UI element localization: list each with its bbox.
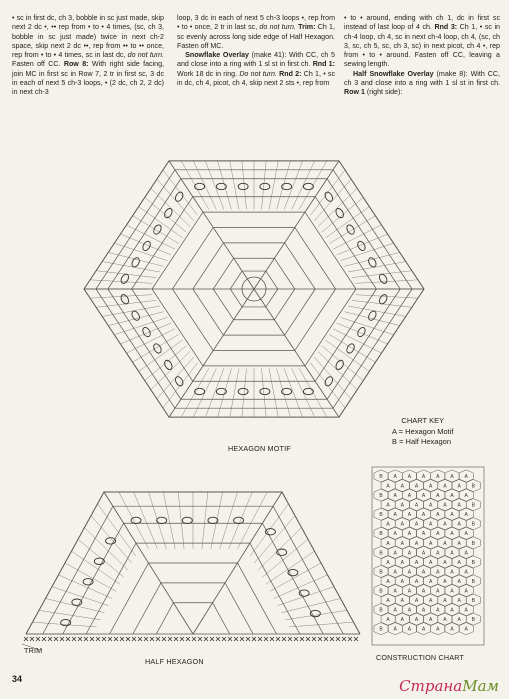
chart-cell-letter: A (457, 502, 461, 509)
col1-text-1: • sc in first dc, ch 3, bobble in sc just made, skip next 2 dc •, •• rep from • to • 4 times, (sc, ch 3, bobble in sc just made) twice in next ch-2 space, skip next 2 dc ••, rep from •• to •• once, rep from • to • 4 times, sc in last dc, (12, 14, 164, 60)
chart-cell-letter: A (436, 626, 440, 633)
chart-cell-letter: A (450, 512, 454, 519)
chart-cell-letter: A (414, 521, 419, 528)
chart-cell-letter: B (471, 559, 475, 566)
col1-row8-head: Row 8: (63, 60, 89, 69)
chart-cell-letter: B (379, 607, 383, 614)
chart-cell-letter: A (400, 559, 404, 566)
col2-rnd1-head: Rnd 1: (312, 60, 335, 69)
chart-cell-letter: A (414, 559, 419, 566)
chart-cell-letter: A (386, 540, 390, 547)
chart-cell-letter: A (407, 550, 412, 557)
chart-cell-letter: B (471, 502, 475, 509)
chart-cell-letter: B (379, 588, 383, 595)
trim-label: TRIM (24, 646, 43, 655)
chart-cell-letter: B (379, 626, 383, 633)
chart-cell-letter: A (436, 588, 440, 595)
chart-cell-letter: A (393, 550, 397, 557)
col3-text-3: (make 8): With CC, ch 3 and close into a ring with 1 sl st in first ch. (344, 69, 500, 88)
col3-text-4: (right side): (364, 88, 403, 97)
chart-cell-letter: A (436, 493, 440, 500)
chart-cell-letter: A (421, 626, 426, 633)
chart-cell-letter: B (379, 474, 383, 480)
chart-cell-letter: A (464, 531, 468, 538)
watermark-part-2: Мам (462, 677, 499, 695)
col2-trim-head: Trim: (295, 23, 316, 32)
chart-cell-letter: A (457, 578, 461, 585)
chart-cell-letter: A (429, 559, 433, 566)
chart-cell-letter: A (450, 569, 454, 576)
chart-cell-letter: A (421, 512, 426, 519)
chart-cell-letter: A (414, 598, 419, 605)
chart-cell-letter: A (457, 540, 461, 547)
chart-cell-letter: A (457, 598, 461, 605)
page-number: 34 (12, 674, 23, 684)
chart-cell-letter: A (414, 617, 419, 624)
watermark-part-1: Страна (399, 677, 463, 695)
chart-cell-letter: B (471, 578, 475, 585)
chart-cell-letter: A (429, 540, 433, 547)
chart-cell-letter: A (443, 578, 447, 585)
col3-text-1: • to • around, ending with ch 1, dc in first sc instead of last loop of 4 ch. (344, 14, 500, 32)
col3-row1-head: Row 1 (344, 88, 365, 97)
chart-cell-letter: A (400, 521, 404, 528)
chart-cell-letter: A (421, 493, 426, 500)
construction-chart-label: CONSTRUCTION CHART (376, 653, 465, 662)
chart-cell-letter: A (436, 531, 440, 538)
chart-cell-letter: A (400, 617, 404, 624)
chart-cell-letter: A (457, 521, 461, 528)
chart-cell-letter: A (386, 559, 390, 566)
chart-cell-letter: A (421, 531, 426, 538)
chart-cell-letter: A (429, 617, 433, 624)
chart-cell-letter: B (471, 540, 475, 547)
col2-italic-1: do not turn. (259, 23, 296, 32)
chart-cell-letter: B (379, 512, 383, 519)
col2-text-2: Ch 1, sc evenly across long side edge of Half Hexagon. Fasten off MC. (177, 23, 335, 50)
chart-cell-letter: A (407, 531, 412, 538)
chart-cell-letter: A (386, 502, 390, 509)
chart-cell-letter: A (450, 531, 454, 538)
chart-cell-letter: A (407, 588, 412, 595)
chart-cell-letter: A (407, 569, 412, 576)
col1-text-2: Fasten off CC. (12, 60, 64, 69)
chart-cell-letter: A (429, 521, 433, 528)
chart-cell-letter: A (464, 569, 468, 576)
col1-italic-1: do not turn. (127, 51, 165, 60)
chart-cell-letter: A (393, 607, 397, 614)
chart-cell-letter: A (407, 607, 412, 614)
chart-cell-letter: A (400, 483, 404, 490)
chart-cell-letter: A (450, 588, 454, 595)
half-hexagon-label: HALF HEXAGON (145, 657, 204, 666)
chart-cell-letter: A (443, 483, 447, 490)
chart-cell-letter: A (464, 493, 468, 500)
chart-cell-letter: A (414, 483, 419, 490)
chart-cell-letter: A (393, 474, 397, 480)
chart-cell-letter: B (379, 550, 383, 557)
chart-cell-letter: B (379, 493, 383, 500)
chart-cell-letter: A (421, 550, 426, 557)
chart-cell-letter: A (464, 512, 468, 519)
chart-cell-letter: A (429, 598, 433, 605)
chart-cell-letter: A (429, 578, 433, 585)
chart-cell-letter: A (457, 617, 461, 624)
chart-cell-letter: A (436, 607, 440, 614)
chart-cell-letter: A (443, 617, 447, 624)
chart-cell-letter: A (393, 512, 397, 519)
chart-cell-letter: A (457, 483, 461, 490)
snowflake-overlay-heading: Snowflake Overlay (185, 51, 249, 60)
chart-key-b: B = Half Hexagon (392, 437, 451, 446)
chart-cell-letter: B (379, 569, 383, 576)
chart-key-title: CHART KEY (401, 416, 445, 425)
chart-cell-letter: A (407, 493, 412, 500)
chart-cell-letter: A (464, 550, 468, 557)
chart-cell-letter: A (421, 474, 426, 480)
chart-cell-letter: A (386, 617, 390, 624)
col2-text-5: Ch 1, • sc in dc, ch 4, picot, ch 4, skip next 2 sts •, rep from (177, 69, 336, 88)
chart-cell-letter: A (393, 493, 397, 500)
chart-cell-letter: A (464, 607, 468, 614)
col2-italic-2: Do not turn. (239, 69, 277, 78)
chart-cell-letter: A (443, 502, 447, 509)
chart-cell-letter: A (400, 598, 404, 605)
chart-cell-letter: A (393, 569, 397, 576)
chart-cell-letter: A (429, 502, 433, 509)
chart-cell-letter: A (450, 493, 454, 500)
chart-cell-letter: A (443, 521, 447, 528)
chart-cell-letter: A (436, 512, 440, 519)
chart-cell-letter: A (443, 559, 447, 566)
chart-cell-letter: A (407, 626, 412, 633)
chart-cell-letter: A (421, 569, 426, 576)
chart-cell-letter: A (436, 474, 440, 480)
chart-cell-letter: A (414, 540, 419, 547)
chart-cell-letter: B (471, 598, 475, 605)
chart-cell-letter: A (407, 474, 412, 480)
chart-cell-letter: A (386, 578, 390, 585)
hexagon-motif-label: HEXAGON MOTIF (228, 444, 291, 453)
half-snowflake-heading: Half Snowflake Overlay (353, 69, 434, 78)
chart-cell-letter: A (400, 540, 404, 547)
chart-cell-letter: A (450, 550, 454, 557)
chart-cell-letter: A (436, 569, 440, 576)
chart-cell-letter: A (421, 607, 426, 614)
chart-cell-letter: A (386, 521, 390, 528)
col2-text-1: loop, 3 dc in each of next 5 ch-3 loops •, rep from • to • once, 2 tr in last sc, (177, 14, 335, 32)
chart-key (392, 416, 454, 447)
chart-cell-letter: A (386, 598, 390, 605)
chart-cell-letter: A (436, 550, 440, 557)
chart-cell-letter: A (386, 483, 390, 490)
chart-cell-letter: A (464, 626, 468, 633)
chart-cell-letter: A (421, 588, 426, 595)
chart-cell-letter: A (464, 474, 468, 480)
chart-cell-letter: A (393, 626, 397, 633)
chart-cell-letter: B (471, 521, 475, 528)
chart-cell-letter: B (379, 531, 383, 538)
col2-rnd2-head: Rnd 2: (276, 69, 302, 78)
col3-rnd3-head: Rnd 3: (434, 23, 458, 32)
chart-cell-letter: A (429, 483, 433, 490)
chart-cell-letter: A (407, 512, 412, 519)
chart-cell-letter: A (464, 588, 468, 595)
chart-cell-letter: A (450, 607, 454, 614)
chart-cell-letter: A (414, 502, 419, 509)
chart-cell-letter: B (471, 483, 475, 490)
col1-text-3: With right side facing, join MC in first sc in Row 7, 2 tr in first sc, 3 dc in each of next 5 ch-3 loops, • (2 dc, ch 2, 2 dc) in next ch-3 (12, 60, 164, 97)
col3-text-2: Ch 1, • sc in ch-4 loop, ch 4, sc in next ch-4 loop, ch 4, (sc, ch 3, sc, ch 5, sc, ch 3, sc) in next picot, ch 4 •, rep from • to • around. Fasten off CC, leaving a sewing length. (344, 23, 500, 69)
chart-cell-letter: A (393, 531, 397, 538)
chart-cell-letter: B (471, 617, 475, 624)
chart-key-a: A = Hexagon Motif (392, 427, 454, 436)
chart-cell-letter: A (443, 598, 447, 605)
chart-cell-letter: A (414, 578, 419, 585)
col2-text-4: Work 18 dc in ring. (177, 69, 240, 78)
watermark-logo (399, 677, 499, 695)
chart-cell-letter: A (457, 559, 461, 566)
col2-text-3: (make 41): With CC, ch 5 and close into a ring with 1 sl st in first ch. (177, 51, 335, 69)
chart-cell-letter: A (450, 474, 454, 480)
chart-cell-letter: A (393, 588, 397, 595)
chart-cell-letter: A (443, 540, 447, 547)
chart-cell-letter: A (400, 502, 404, 509)
chart-cell-letter: A (400, 578, 404, 585)
chart-cell-letter: A (450, 626, 454, 633)
